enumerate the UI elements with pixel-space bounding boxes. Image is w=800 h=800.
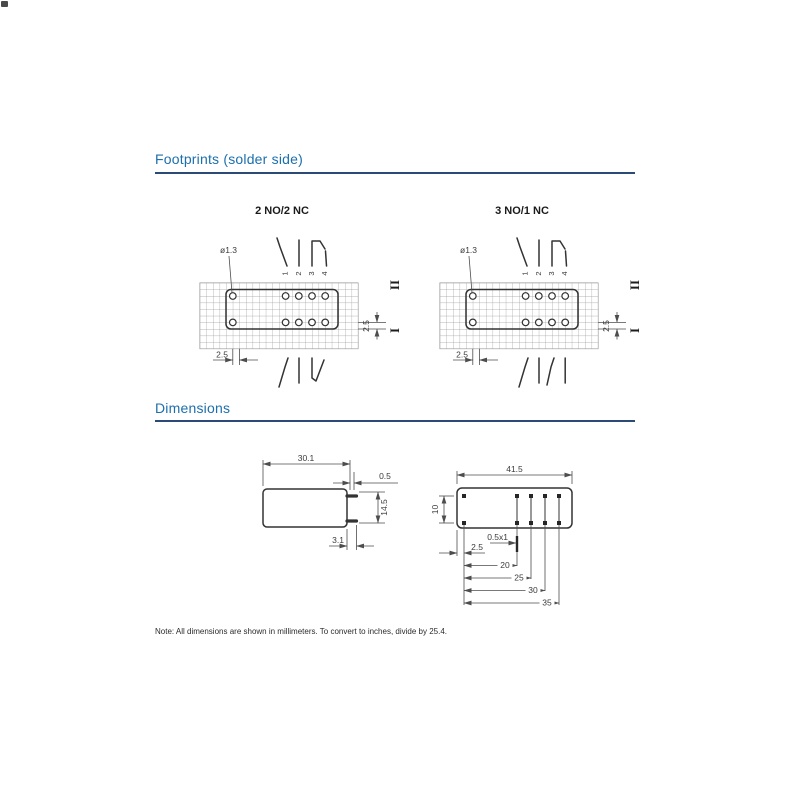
relay-pins-side <box>347 496 357 521</box>
pin <box>462 521 466 525</box>
row-pitch-label: 2.5 <box>361 320 371 332</box>
pin-hole <box>282 293 289 300</box>
grid-pitch-label: 2.5 <box>456 349 468 360</box>
pin <box>543 521 547 525</box>
pin-distance-label: 30 <box>528 585 538 595</box>
pin-hole <box>522 293 529 300</box>
body-width-label: 30.1 <box>297 453 315 463</box>
pin <box>515 521 519 525</box>
pin <box>462 494 466 498</box>
pin-number: 4 <box>320 271 330 276</box>
relay-body-bottom <box>457 488 572 528</box>
pin <box>529 521 533 525</box>
pin-hole <box>230 293 237 300</box>
pin-number: 3 <box>546 271 556 276</box>
contact-symbols-top <box>277 238 327 266</box>
pin-length-dimension <box>329 525 374 550</box>
row-label-II: II <box>387 279 402 291</box>
contact-symbols-bottom <box>279 358 324 387</box>
pin <box>529 494 533 498</box>
pin-hole <box>562 319 569 326</box>
footprints-section-rule <box>155 172 635 174</box>
pin-hole <box>536 319 543 326</box>
relay-body-side <box>263 489 347 527</box>
pin-hole <box>522 319 529 326</box>
units-note: Note: All dimensions are shown in millimeters. To convert to inches, divide by 25.4. <box>155 627 447 636</box>
grid-pitch-dimension <box>213 349 258 365</box>
pin-length-label: 3.1 <box>332 535 344 545</box>
pin-offset-dimension <box>333 471 398 490</box>
pin-hole <box>549 319 556 326</box>
pin-hole <box>322 319 329 326</box>
row-pitch-label: 2.5 <box>601 320 611 332</box>
pin-column-lines <box>517 496 559 523</box>
pin-hole <box>322 293 329 300</box>
pin-distance-label: 35 <box>542 597 552 608</box>
footprint-left-label: 2 NO/2 NC <box>255 205 309 217</box>
pin-number: 1 <box>520 271 530 276</box>
pin <box>515 494 519 498</box>
pin-hole <box>536 293 543 300</box>
hole-dia-label: ø1.3 <box>460 245 478 255</box>
pin-cross-section-dimension <box>487 532 516 543</box>
scan-artifact <box>1 1 8 7</box>
pin-hole <box>470 319 477 326</box>
pin-numbers <box>521 271 570 275</box>
footprint-right-label: 3 NO/1 NC <box>495 205 549 217</box>
row-label-I: I <box>627 327 642 334</box>
pin-distance-label: 25 <box>514 572 524 583</box>
pin <box>557 521 561 525</box>
row-label-II: II <box>627 279 642 291</box>
footprint-diagram-2no2nc <box>180 230 410 400</box>
pin-hole <box>296 293 303 300</box>
edge-to-pin-dimension <box>439 542 485 553</box>
pin-number: 2 <box>293 271 303 276</box>
row-pitch-dimension <box>598 312 626 340</box>
row-pitch-dimension <box>430 496 454 523</box>
hole-dia-label: ø1.3 <box>220 245 238 255</box>
relay-bottom-view-drawing <box>430 440 650 620</box>
pin-distance-label: 20 <box>500 560 510 570</box>
pin <box>557 494 561 498</box>
pin-number: 3 <box>306 271 316 276</box>
pin <box>543 494 547 498</box>
body-height-dimension <box>359 492 389 523</box>
pin-number: 4 <box>560 271 570 276</box>
pin-hole <box>470 293 477 300</box>
body-height-label: 14.5 <box>379 499 389 516</box>
body-width-label: 41.5 <box>506 464 523 474</box>
pin-cross-section-label: 0.5x1 <box>487 532 508 542</box>
pin-number: 2 <box>533 271 543 276</box>
dimensions-section-rule <box>155 420 635 422</box>
pin-offset-label: 0.5 <box>379 471 391 481</box>
pin-hole <box>562 293 569 300</box>
pin-hole <box>282 319 289 326</box>
pin-hole <box>309 293 316 300</box>
grid-pitch-label: 2.5 <box>216 349 228 360</box>
body-width-dimension <box>457 464 572 484</box>
pin-numbers <box>281 271 330 275</box>
row-pitch-label: 10 <box>430 504 440 515</box>
edge-to-pin-label: 2.5 <box>471 542 483 552</box>
footprint-grid <box>440 283 598 349</box>
row-label-I: I <box>387 327 402 334</box>
dimensions-section-heading: Dimensions <box>155 400 231 416</box>
pin-hole <box>230 319 237 326</box>
pin-hole <box>296 319 303 326</box>
footprint-grid <box>200 283 358 349</box>
relay-pins-bottom <box>462 494 561 525</box>
footprint-diagram-3no1nc <box>420 230 650 400</box>
row-pitch-dimension <box>358 312 386 340</box>
body-width-dimension <box>263 453 350 490</box>
relay-side-view-drawing <box>230 440 430 580</box>
pin-hole <box>309 319 316 326</box>
contact-symbols-top <box>517 238 567 266</box>
footprints-section-heading: Footprints (solder side) <box>155 151 303 167</box>
grid-pitch-dimension <box>453 349 498 365</box>
contact-symbols-bottom <box>519 358 565 387</box>
pin-number: 1 <box>280 271 290 276</box>
pin-hole <box>549 293 556 300</box>
